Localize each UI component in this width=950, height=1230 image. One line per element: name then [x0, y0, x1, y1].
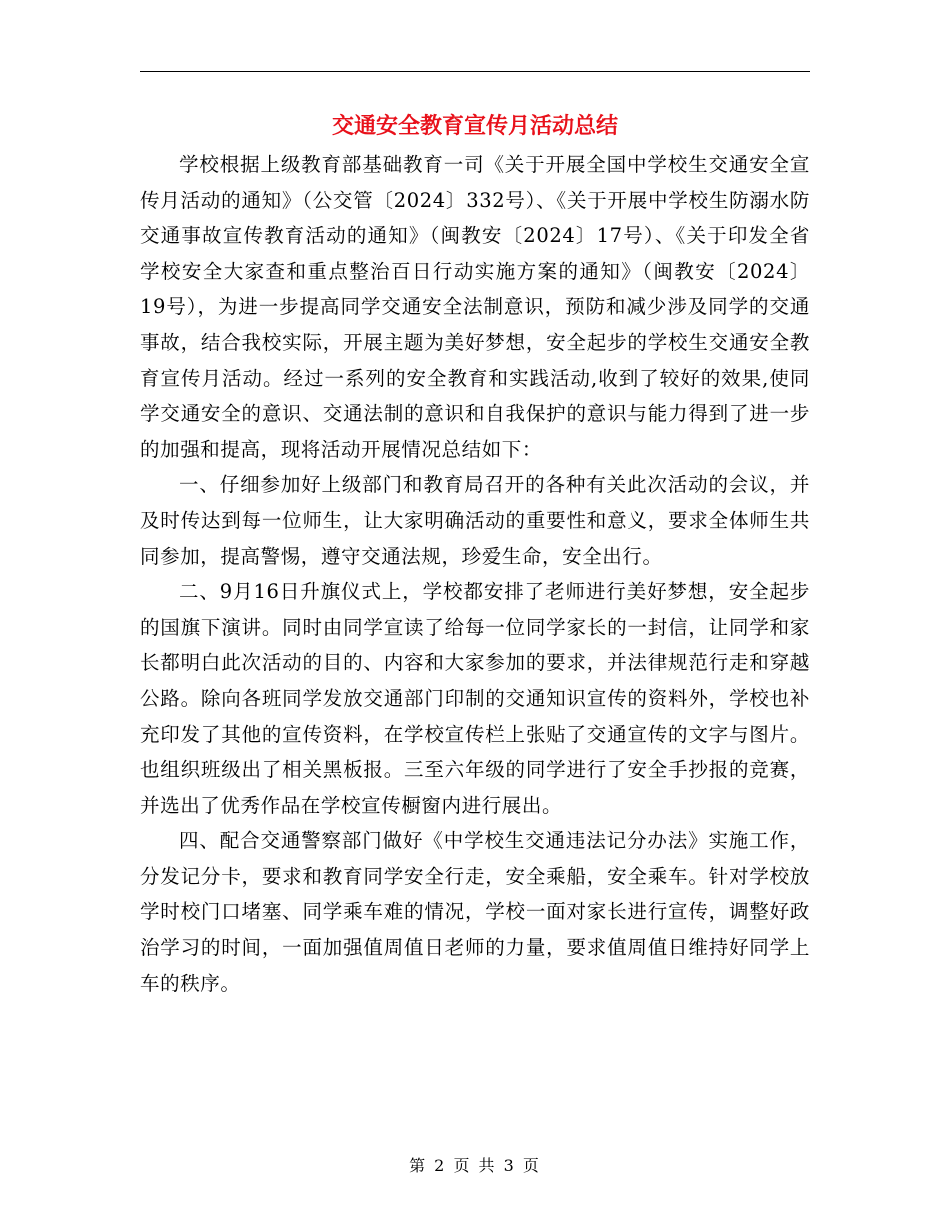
document-title: 交通安全教育宣传月活动总结 — [331, 113, 618, 139]
header-rule — [140, 71, 810, 72]
section-four-paragraph: 四、配合交通警察部门做好《中学校生交通违法记分办法》实施工作，分发记分卡，要求和教育同学安全行走，安全乘船，安全乘车。针对学校放学时校门口堵塞、同学乘车难的情况，学校一面对家长进行宣传，调整好政治学习的时间，一面加强值周值日老师的力量，要求值周值日维持好同学上车的秩序。 — [140, 829, 810, 995]
section-two-paragraph: 二、9月16日升旗仪式上，学校都安排了老师进行美好梦想，安全起步的国旗下演讲。同时由同学宣读了给每一位同学家长的一封信，让同学和家长都明白此次活动的目的、内容和大家参加的要求，并法律规范行走和穿越公路。除向各班同学发放交通部门印制的交通知识宣传的资料外，学校也补充印发了其他的宣传资料，在学校宣传栏上张贴了交通宣传的文字与图片。也组织班级出了相关黑板报。三至六年级的同学进行了安全手抄报的竞赛，并选出了优秀作品在学校宣传橱窗内进行展出。 — [140, 580, 810, 817]
page-number: 第 2 页 共 3 页 — [409, 1156, 541, 1175]
document-body — [140, 147, 810, 1001]
intro-paragraph: 学校根据上级教育部基础教育一司《关于开展全国中学校生交通安全宣传月活动的通知》（公交管〔2024〕332号）、《关于开展中学校生防溺水防交通事故宣传教育活动的通知》（闽教安〔2024〕17号）、《关于印发全省学校安全大家查和重点整治百日行动实施方案的通知》（闽教安〔2024〕19号），为进一步提高同学交通安全法制意识，预防和减少涉及同学的交通事故，结合我校实际，开展主题为美好梦想，安全起步的学校生交通安全教育宣传月活动。经过一系列的安全教育和实践活动,收到了较好的效果,使同学交通安全的意识、交通法制的意识和自我保护的意识与能力得到了进一步的加强和提高，现将活动开展情况总结如下： — [140, 153, 810, 461]
section-one-paragraph: 一、仔细参加好上级部门和教育局召开的各种有关此次活动的会议，并及时传达到每一位师生，让大家明确活动的重要性和意义，要求全体师生共同参加，提高警惕，遵守交通法规，珍爱生命，安全出行。 — [140, 473, 810, 568]
